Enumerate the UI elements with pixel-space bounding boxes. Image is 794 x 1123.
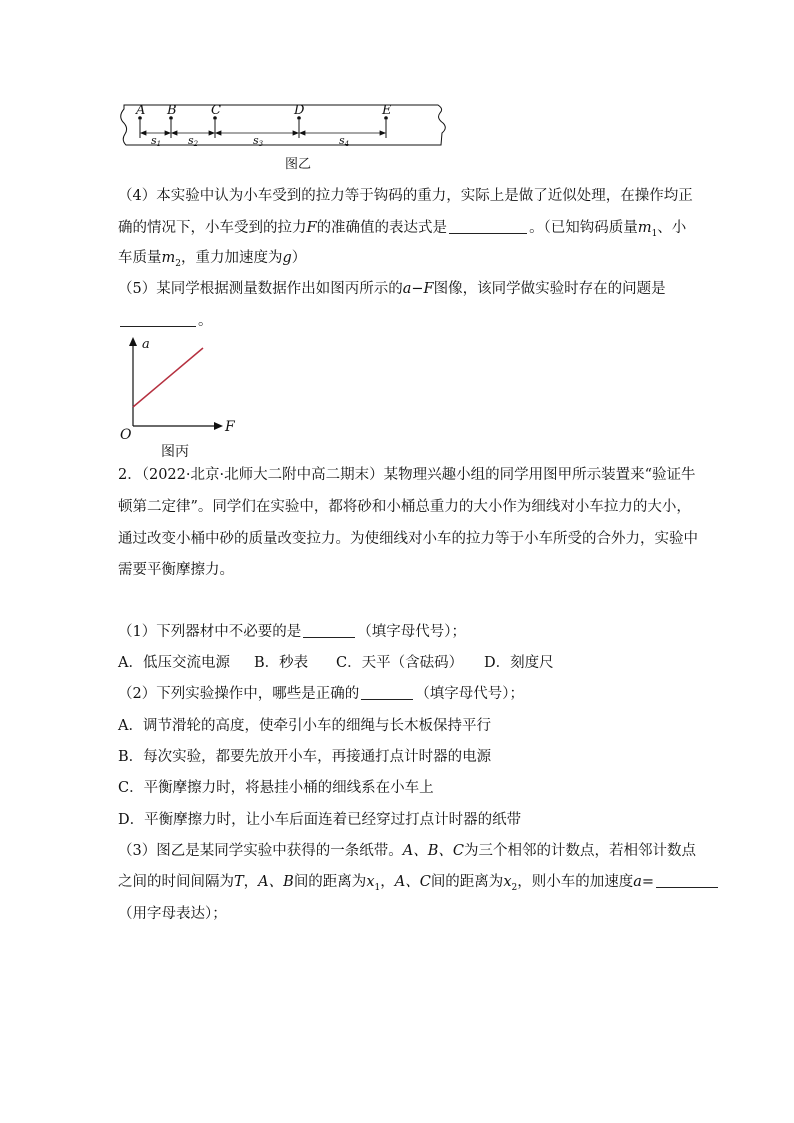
graph-line: [133, 348, 203, 407]
sub3-line2: 之间的时间间隔为T，A、B间的距离为$x_1$，A、C间的距离为$x_2$，则小车的加速度a=: [118, 872, 720, 898]
segment-label-s3: s3: [253, 134, 264, 148]
tape-label-d: D: [294, 103, 305, 118]
segment-label-s4: s4: [339, 134, 350, 148]
sub2-answer-blank[interactable]: [361, 685, 413, 700]
sub1-option-b: B．秒表: [254, 655, 309, 671]
q2-line4: 需要平衡摩擦力。: [118, 562, 234, 578]
sub3-answer-blank[interactable]: [656, 873, 718, 888]
sub1-option-c: C．天平（含砝码）: [336, 655, 464, 671]
q2-line3: 通过改变小桶中砂的质量改变拉力。为使细线对小车的拉力等于小车所受的合外力，实验中: [118, 531, 698, 547]
y-axis-arrow: [129, 337, 137, 346]
q2-line1: 2．（2022·北京·北师大二附中高二期末）某物理兴趣小组的同学用图甲所示装置来“验证牛: [118, 467, 696, 483]
sub1-question: （1）下列器材中不必要的是 （填字母代号）；: [118, 624, 466, 640]
x-axis-arrow: [214, 422, 223, 430]
tape-figure: [118, 100, 453, 175]
q5-answer-blank[interactable]: [120, 312, 196, 327]
origin-label: O: [120, 427, 132, 443]
tape-label-c: C: [211, 103, 221, 118]
sub2-option-c: C．平衡摩擦力时，将悬挂小桶的细线系在小车上: [118, 780, 434, 796]
sub1-option-d: D．刻度尺: [484, 655, 554, 671]
sub3-line1: （3）图乙是某同学实验中获得的一条纸带。A、B、C为三个相邻的计数点，若相邻计数点: [118, 843, 696, 859]
q4-line3: 车质量$m_2$，重力加速度为g）: [118, 250, 307, 269]
q5-line1: （5）某同学根据测量数据作出如图丙所示的a−F图像，该同学做实验时存在的问题是: [118, 281, 666, 297]
q4-line1: （4）本实验中认为小车受到的拉力等于钩码的重力，实际上是做了近似处理，在操作均正: [118, 188, 693, 204]
a-f-graph: [112, 335, 252, 460]
q5-line2: 。: [118, 311, 213, 331]
sub1-option-a: A．低压交流电源: [118, 655, 230, 671]
sub1-answer-blank[interactable]: [303, 623, 355, 638]
tape-label-b: B: [167, 103, 177, 118]
q4-answer-blank[interactable]: [449, 219, 527, 234]
tape-caption: 图乙: [285, 157, 312, 172]
tape-label-e: E: [382, 103, 392, 118]
sub2-option-b: B．每次实验，都要先放开小车，再接通打点计时器的电源: [118, 749, 492, 765]
sub2-question: （2）下列实验操作中，哪些是正确的 （填字母代号）；: [118, 686, 524, 702]
tape-label-a: A: [136, 103, 146, 118]
sub2-option-d: D．平衡摩擦力时，让小车后面连着已经穿过打点计时器的纸带: [118, 812, 522, 828]
sub2-option-a: A．调节滑轮的高度，使牵引小车的细绳与长木板保持平行: [118, 718, 491, 734]
x-axis-label: F: [225, 419, 235, 435]
q4-line2: 确的情况下，小车受到的拉力F的准确值的表达式是 。（已知钩码质量$m_1$、小: [118, 220, 687, 239]
segment-label-s1: s1: [151, 134, 162, 148]
y-axis-label: a: [142, 337, 150, 352]
sub3-line3: （用字母表达）；: [118, 906, 227, 922]
segment-label-s2: s2: [188, 134, 199, 148]
q2-line2: 顿第二定律”。同学们在实验中，都将砂和小桶总重力的大小作为细线对小车拉力的大小，: [118, 499, 691, 515]
graph-caption: 图丙: [161, 444, 189, 460]
